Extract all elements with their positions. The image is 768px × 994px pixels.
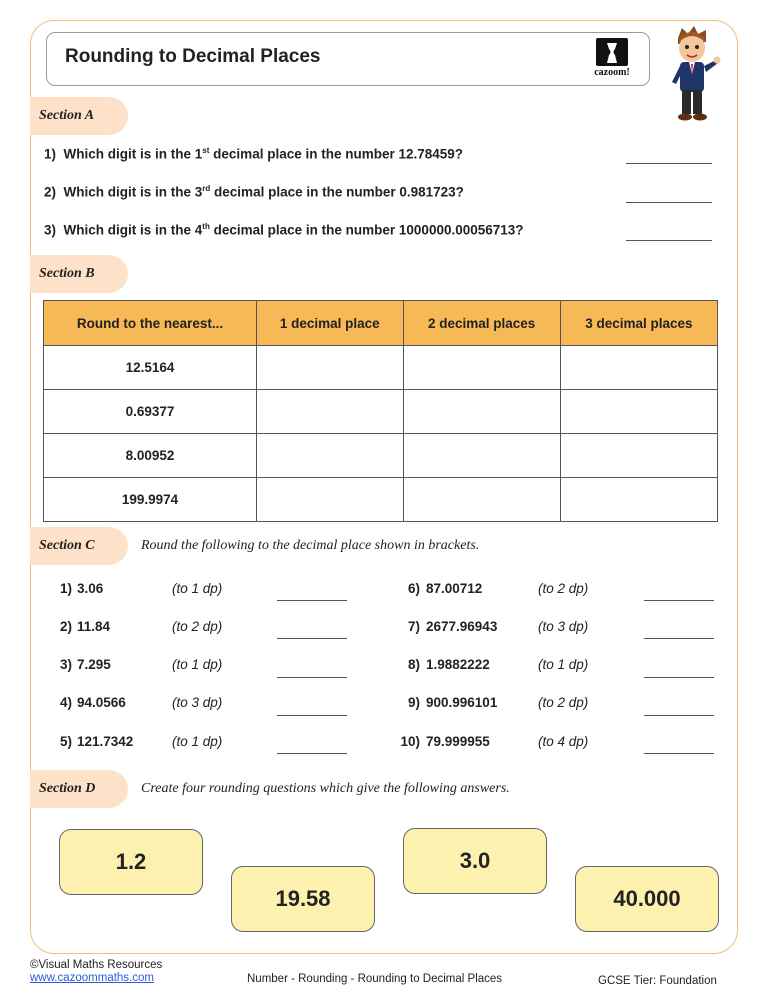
answer-cell[interactable] (560, 390, 717, 434)
logo-text: cazoom! (594, 67, 630, 78)
question-dp: (to 2 dp) (172, 619, 223, 634)
footer-tier: GCSE Tier: Foundation (598, 975, 717, 987)
cazoom-logo (581, 37, 643, 81)
question-dp: (to 3 dp) (538, 619, 589, 634)
question-value: 900.996101 (426, 695, 498, 710)
answer-cell[interactable] (403, 390, 560, 434)
number-cell: 8.00952 (44, 434, 257, 478)
question-dp: (to 1 dp) (172, 581, 223, 596)
answer-line[interactable] (626, 240, 712, 241)
answer-card: 3.0 (403, 828, 547, 894)
answer-card: 40.000 (575, 866, 719, 932)
question-value: 87.00712 (426, 581, 483, 596)
question-number: 3) (44, 222, 57, 238)
question-text: Which digit is in the 1 (63, 146, 203, 162)
question-number: 2) (44, 184, 57, 200)
mascot-illustration (662, 26, 722, 124)
question-dp: (to 4 dp) (538, 734, 589, 749)
answer-line[interactable] (644, 638, 714, 639)
answer-line[interactable] (644, 715, 714, 716)
question-number: 1) (59, 581, 72, 596)
answer-line[interactable] (644, 677, 714, 678)
question-a2 (44, 184, 464, 200)
answer-cell[interactable] (403, 434, 560, 478)
question-number: 5) (59, 734, 72, 749)
column-header: 3 decimal places (560, 301, 717, 346)
copyright-text: ©Visual Maths Resources (30, 959, 163, 971)
footer-topic: Number - Rounding - Rounding to Decimal Places (247, 973, 503, 985)
section-b-tab (30, 255, 128, 293)
column-header: Round to the nearest... (44, 301, 257, 346)
section-b-label: Section B (39, 266, 95, 281)
section-c-tab (30, 527, 128, 565)
answer-line[interactable] (277, 715, 347, 716)
question-value: 79.999955 (426, 734, 490, 749)
answer-line[interactable] (277, 600, 347, 601)
ordinal-suffix: th (202, 222, 210, 231)
section-d-label: Section D (39, 781, 96, 796)
answer-card: 1.2 (59, 829, 203, 895)
page-title: Rounding to Decimal Places (65, 46, 321, 67)
title-banner (46, 32, 650, 86)
answer-cell[interactable] (560, 434, 717, 478)
number-cell: 12.5164 (44, 346, 257, 390)
question-value: 121.7342 (77, 734, 134, 749)
answer-line[interactable] (277, 677, 347, 678)
rounding-table (43, 300, 718, 522)
section-a-label: Section A (39, 108, 95, 123)
answer-cell[interactable] (403, 346, 560, 390)
question-number: 9) (407, 695, 420, 710)
question-value: 94.0566 (77, 695, 126, 710)
website-link-wrap (30, 972, 154, 984)
answer-card: 19.58 (231, 866, 375, 932)
question-dp: (to 3 dp) (172, 695, 223, 710)
section-a-tab (30, 97, 128, 135)
answer-line[interactable] (626, 163, 712, 164)
question-a3 (44, 222, 524, 238)
answer-cell[interactable] (560, 478, 717, 522)
question-value: 1.9882222 (426, 657, 490, 672)
question-dp: (to 1 dp) (172, 734, 223, 749)
question-number: 6) (407, 581, 420, 596)
answer-line[interactable] (644, 600, 714, 601)
question-number: 4) (59, 695, 72, 710)
website-link[interactable]: www.cazoommaths.com (30, 972, 154, 984)
question-number: 10) (400, 734, 420, 749)
ordinal-suffix: rd (202, 184, 211, 193)
answer-line[interactable] (277, 753, 347, 754)
question-number: 2) (59, 619, 72, 634)
answer-line[interactable] (626, 202, 712, 203)
section-c-instruction: Round the following to the decimal place shown in brackets. (141, 538, 480, 553)
section-c-label: Section C (39, 538, 95, 553)
question-text: decimal place in the number 0.981723? (210, 184, 464, 200)
answer-cell[interactable] (257, 390, 404, 434)
column-header: 1 decimal place (257, 301, 404, 346)
question-dp: (to 1 dp) (172, 657, 223, 672)
table-row (44, 434, 718, 478)
section-d-tab (30, 770, 128, 808)
question-a1 (44, 146, 463, 162)
ordinal-suffix: st (202, 146, 210, 155)
question-dp: (to 2 dp) (538, 695, 589, 710)
question-text: Which digit is in the 3 (63, 184, 203, 200)
answer-cell[interactable] (560, 346, 717, 390)
question-number: 3) (59, 657, 72, 672)
question-value: 7.295 (77, 657, 111, 672)
question-number: 1) (44, 146, 57, 162)
section-d-instruction: Create four rounding questions which give the following answers. (141, 781, 510, 796)
table-row (44, 478, 718, 522)
number-cell: 199.9974 (44, 478, 257, 522)
answer-line[interactable] (644, 753, 714, 754)
question-text: decimal place in the number 1000000.00056713? (209, 222, 524, 238)
table-row (44, 346, 718, 390)
question-value: 11.84 (77, 619, 111, 634)
question-text: Which digit is in the 4 (63, 222, 203, 238)
table-header-row (44, 301, 718, 346)
question-dp: (to 1 dp) (538, 657, 589, 672)
question-number: 7) (407, 619, 420, 634)
question-value: 2677.96943 (426, 619, 498, 634)
question-dp: (to 2 dp) (538, 581, 589, 596)
answer-cell[interactable] (403, 478, 560, 522)
column-header: 2 decimal places (403, 301, 560, 346)
answer-cell[interactable] (257, 346, 404, 390)
question-number: 8) (407, 657, 420, 672)
answer-cell[interactable] (257, 478, 404, 522)
answer-line[interactable] (277, 638, 347, 639)
question-text: decimal place in the number 12.78459? (209, 146, 464, 162)
number-cell: 0.69377 (44, 390, 257, 434)
table-row (44, 390, 718, 434)
answer-cell[interactable] (257, 434, 404, 478)
question-value: 3.06 (77, 581, 104, 596)
